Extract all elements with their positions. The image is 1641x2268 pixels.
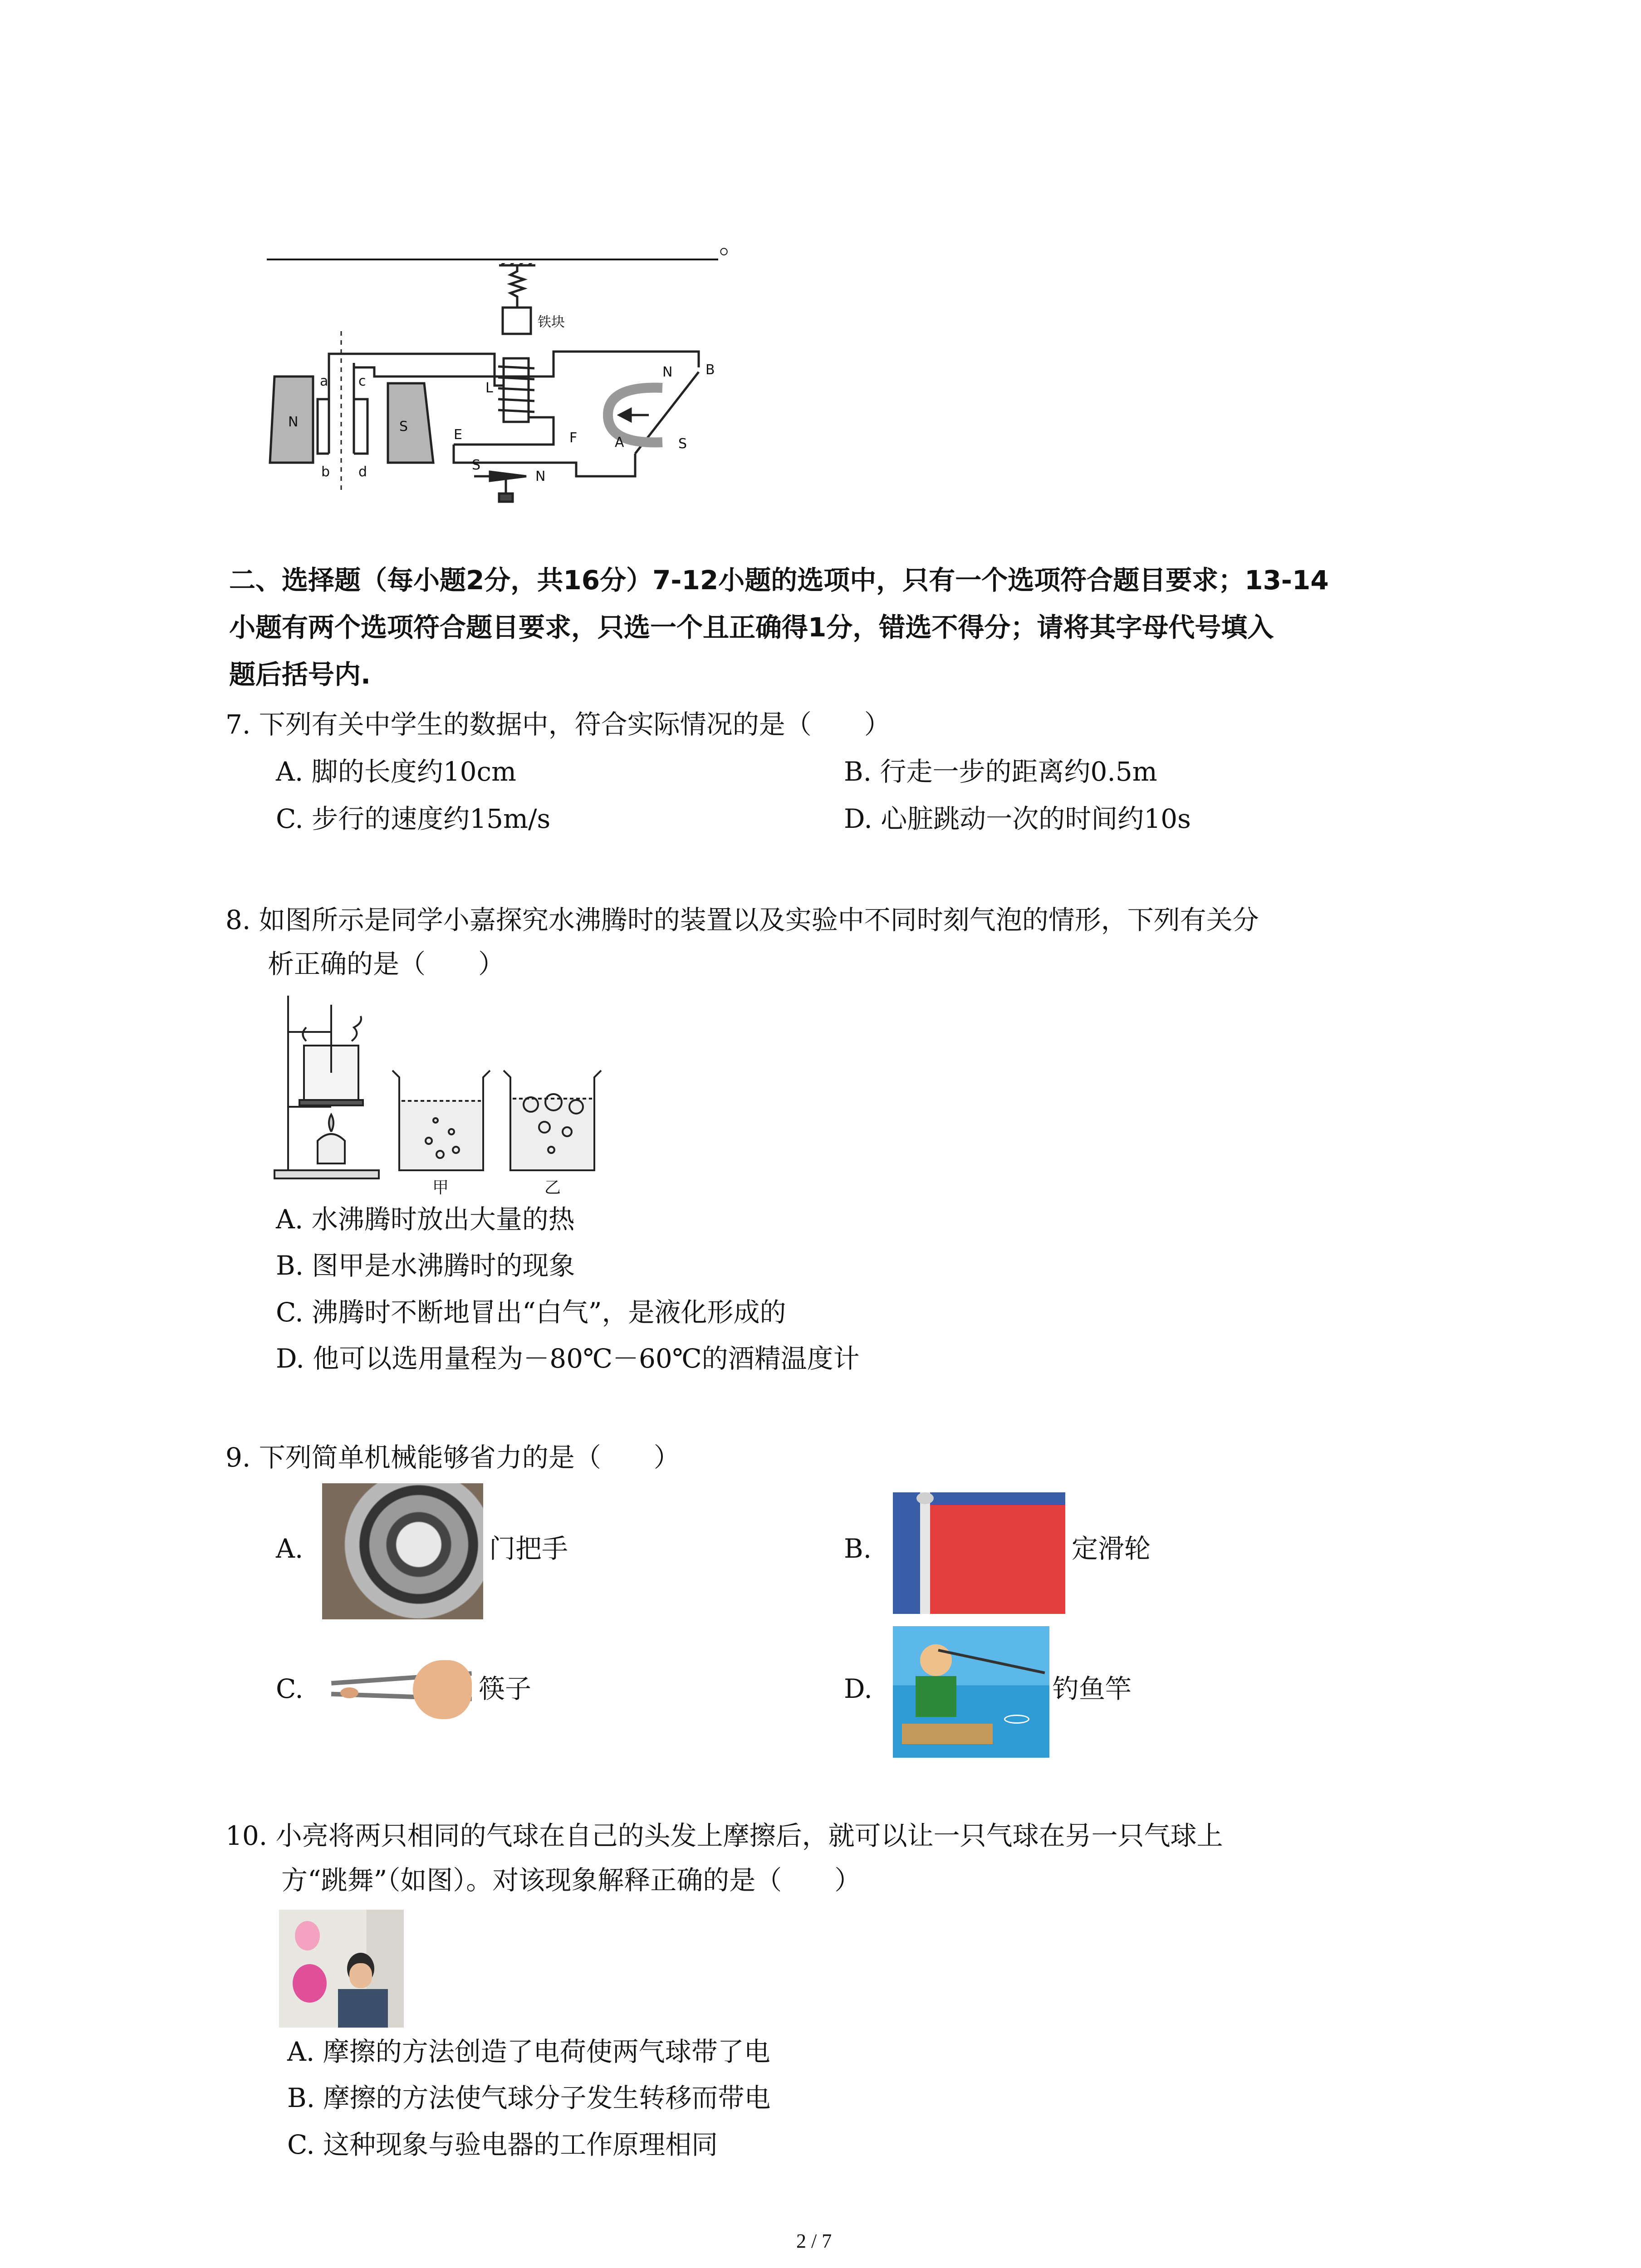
q8-option-d: D. 他可以选用量程为－80℃－60℃的酒精温度计 bbox=[276, 1343, 860, 1374]
q7-option-c: C. 步行的速度约15m/s bbox=[276, 803, 551, 834]
q8-option-b: B. 图甲是水沸腾时的现象 bbox=[276, 1250, 575, 1281]
dancing-balloons-image bbox=[279, 1910, 404, 2028]
electromagnet-circuit-diagram bbox=[263, 263, 744, 508]
label-magnet-n: N bbox=[288, 414, 299, 430]
q9-stem: 9. 下列简单机械能够省力的是（ ） bbox=[225, 1442, 680, 1473]
q9-option-c-label: 筷子 bbox=[479, 1673, 532, 1704]
fixed-pulley-flag-image bbox=[893, 1492, 1065, 1614]
q9-option-b-letter: B. bbox=[844, 1533, 872, 1564]
label-L: L bbox=[485, 380, 493, 396]
label-horseshoe-s: S bbox=[678, 436, 687, 452]
label-a: a bbox=[320, 373, 328, 389]
answer-blank-line bbox=[267, 259, 718, 260]
boiling-water-apparatus-figure bbox=[272, 996, 608, 1195]
q9-option-d-label: 钓鱼竿 bbox=[1053, 1673, 1132, 1704]
q7-option-d: D. 心脏跳动一次的时间约10s bbox=[844, 803, 1191, 834]
section2-line1: 二、选择题（每小题2分，共16分）7-12小题的选项中，只有一个选项符合题目要求；13-14 bbox=[229, 565, 1329, 596]
label-b: b bbox=[321, 464, 330, 480]
q7-stem: 7. 下列有关中学生的数据中，符合实际情况的是（ ） bbox=[225, 709, 891, 740]
q9-option-a-letter: A. bbox=[276, 1533, 304, 1564]
q7-option-b: B. 行走一步的距离约0.5m bbox=[844, 756, 1157, 787]
label-F: F bbox=[569, 430, 578, 446]
label-E: E bbox=[454, 427, 462, 443]
q9-option-c-letter: C. bbox=[276, 1673, 304, 1704]
q10-option-a: A. 摩擦的方法创造了电荷使两气球带了电 bbox=[287, 2036, 770, 2067]
label-horseshoe-n: N bbox=[662, 364, 673, 380]
page-number: 2 / 7 bbox=[796, 2230, 832, 2252]
label-iron-block: 铁块 bbox=[538, 314, 565, 330]
q10-option-c: C. 这种现象与验电器的工作原理相同 bbox=[287, 2129, 718, 2160]
label-compass-s: S bbox=[472, 457, 481, 473]
section2-line2: 小题有两个选项符合题目要求，只选一个且正确得1分，错选不得分；请将其字母代号填入 bbox=[229, 612, 1274, 643]
q10-stem-line2: 方“跳舞”（如图）。对该现象解释正确的是（ ） bbox=[281, 1865, 861, 1896]
q7-option-a: A. 脚的长度约10cm bbox=[276, 756, 517, 787]
q9-option-a-label: 门把手 bbox=[489, 1533, 568, 1564]
q8-option-c: C. 沸腾时不断地冒出“白气”，是液化形成的 bbox=[276, 1297, 786, 1328]
q9-option-b-label: 定滑轮 bbox=[1072, 1533, 1151, 1564]
label-B: B bbox=[705, 362, 715, 378]
fig-label-yi: 乙 bbox=[544, 1178, 561, 1195]
q8-stem-line1: 8. 如图所示是同学小嘉探究水沸腾时的装置以及实验中不同时刻气泡的情形，下列有关分 bbox=[225, 904, 1259, 935]
label-compass-n: N bbox=[535, 469, 546, 484]
q10-option-b: B. 摩擦的方法使气球分子发生转移而带电 bbox=[287, 2082, 771, 2113]
section2-line3: 题后括号内. bbox=[229, 659, 371, 690]
label-c: c bbox=[358, 373, 366, 389]
fig-label-jia: 甲 bbox=[432, 1178, 449, 1195]
q8-option-a: A. 水沸腾时放出大量的热 bbox=[276, 1204, 575, 1235]
q8-stem-line2: 析正确的是（ ） bbox=[268, 948, 505, 979]
door-knob-image bbox=[322, 1483, 483, 1619]
chopsticks-image bbox=[327, 1651, 476, 1728]
fishing-rod-image bbox=[893, 1626, 1049, 1758]
answer-period: 。 bbox=[719, 229, 746, 259]
q9-option-d-letter: D. bbox=[844, 1673, 872, 1704]
label-magnet-s: S bbox=[399, 419, 408, 435]
label-d: d bbox=[358, 464, 367, 480]
q10-stem-line1: 10. 小亮将两只相同的气球在自己的头发上摩擦后，就可以让一只气球在另一只气球上 bbox=[225, 1820, 1223, 1851]
label-A: A bbox=[615, 435, 624, 450]
